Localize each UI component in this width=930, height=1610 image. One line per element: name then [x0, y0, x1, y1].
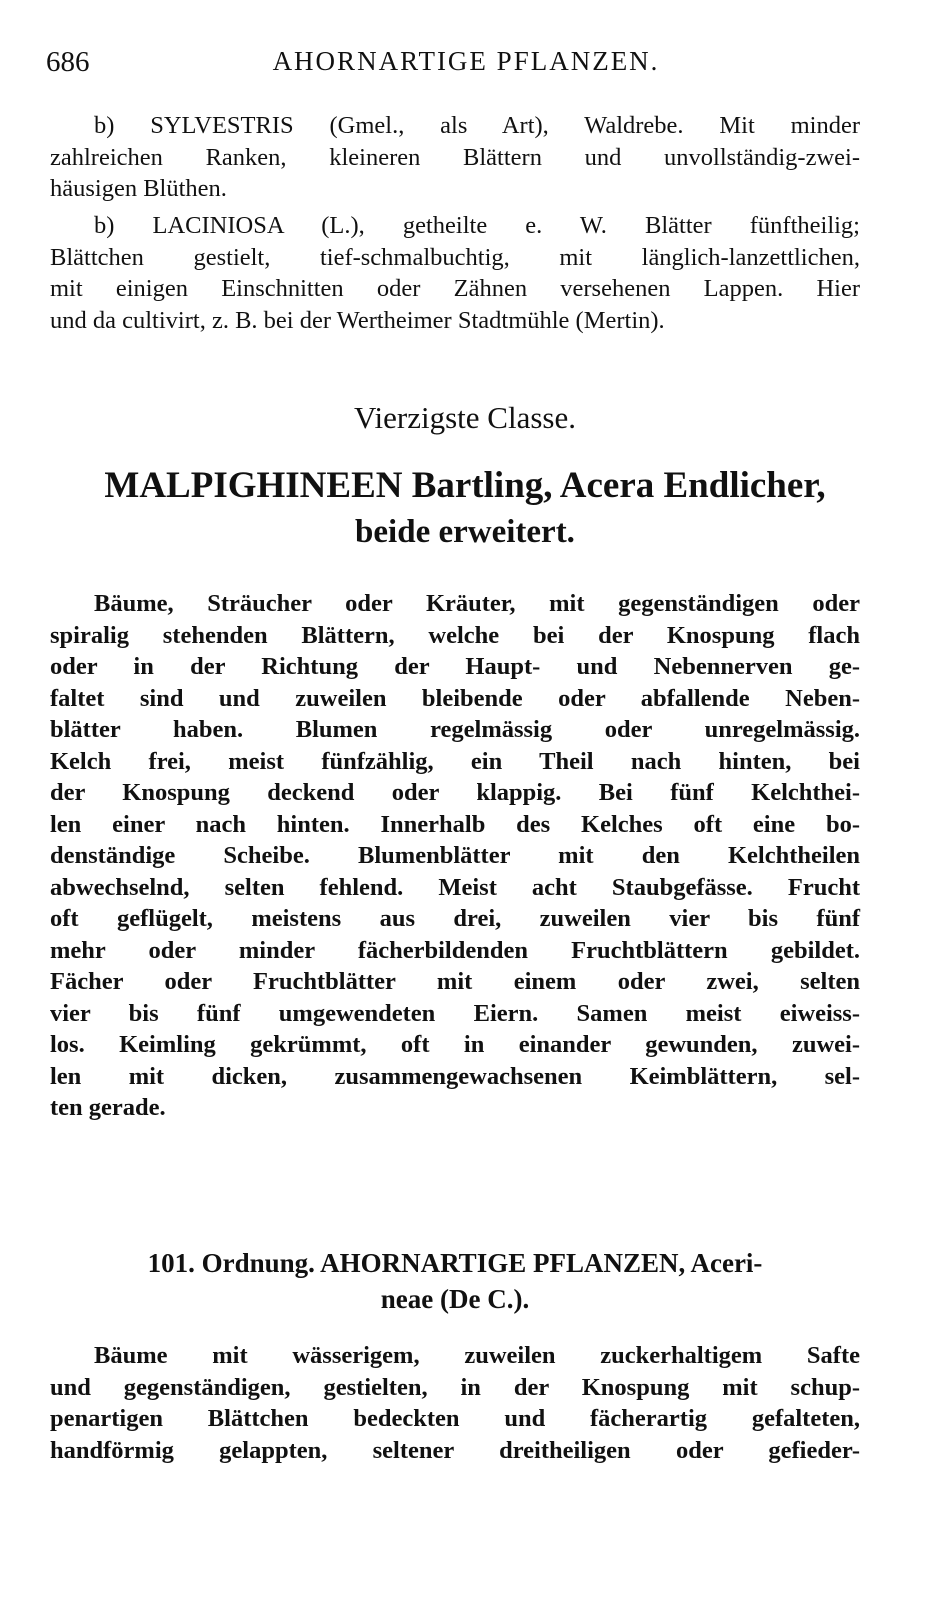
page-number: 686 [46, 46, 90, 78]
order-heading-line1: 101. Ordnung. AHORNARTIGE PFLANZEN, Aceri- [147, 1248, 763, 1278]
text-line: und gegenständigen, gestielten, in der Knospung mit schup- [50, 1373, 860, 1401]
text-line: faltet sind und zuweilen bleibende oder abfallende Neben- [50, 684, 860, 712]
text-line: Fächer oder Fruchtblätter mit einem oder zwei, selten [50, 968, 860, 995]
text-line: len einer nach hinten. Innerhalb des Kelches oft eine bo- [50, 810, 860, 838]
family-heading [0, 463, 930, 555]
text-line: ten gerade. [50, 1094, 166, 1121]
family-heading-line2: beide erweitert. [355, 514, 575, 550]
class-description [50, 588, 860, 1124]
text-line: oder in der Richtung der Haupt- und Nebennerven ge- [50, 653, 860, 680]
text-line: b) LACINIOSA (L.), getheilte e. W. Blätter fünftheilig; [94, 212, 860, 239]
text-line: spiralig stehenden Blättern, welche bei der Knospung flach [50, 621, 860, 649]
family-heading-line1: MALPIGHINEEN Bartling, Acera Endlicher, [104, 465, 826, 506]
text-line: mit einigen Einschnitten oder Zähnen versehenen Lappen. Hier [50, 275, 860, 302]
class-heading: Vierzigste Classe. [354, 400, 576, 435]
text-line: handförmig gelappten, seltener dreitheiligen oder gefieder- [50, 1436, 860, 1464]
order-heading [50, 1245, 860, 1317]
text-line: blätter haben. Blumen regelmässig oder unregelmässig. [50, 716, 860, 743]
text-line: denständige Scheibe. Blumenblätter mit den Kelchtheilen [50, 842, 860, 869]
text-line: b) SYLVESTRIS (Gmel., als Art), Waldrebe. Mit minder [94, 112, 860, 139]
order-description [50, 1340, 860, 1466]
text-line: oft geflügelt, meistens aus drei, zuweilen vier bis fünf [50, 905, 860, 932]
text-line: len mit dicken, zusammengewachsenen Keimblättern, sel- [50, 1062, 860, 1090]
text-line: zahlreichen Ranken, kleineren Blättern und unvollständig-zwei- [50, 143, 860, 171]
text-line: und da cultivirt, z. B. bei der Wertheimer Stadtmühle (Mertin). [50, 306, 665, 334]
text-line: mehr oder minder fächerbildenden Fruchtblättern gebildet. [50, 936, 860, 964]
text-line: Blättchen gestielt, tief-schmalbuchtig, mit länglich-lanzettlichen, [50, 243, 860, 271]
page-header [46, 46, 886, 86]
text-line: penartigen Blättchen bedeckten und fächerartig gefalteten, [50, 1405, 860, 1432]
text-line: Kelch frei, meist fünfzählig, ein Theil nach hinten, bei [50, 747, 860, 775]
running-title: AHORNARTIGE PFLANZEN. [272, 46, 660, 76]
order-heading-line2: neae (De C.). [380, 1284, 530, 1314]
text-line: abwechselnd, selten fehlend. Meist acht Staubgefässe. Frucht [50, 873, 860, 901]
entry-sylvestris [50, 110, 860, 205]
text-line: der Knospung deckend oder klappig. Bei fünf Kelchthei- [50, 779, 860, 806]
text-line: Bäume mit wässerigem, zuweilen zuckerhaltigem Safte [94, 1342, 860, 1369]
text-line: los. Keimling gekrümmt, oft in einander gewunden, zuwei- [50, 1031, 860, 1058]
text-line: vier bis fünf umgewendeten Eiern. Samen meist eiweiss- [50, 999, 860, 1027]
entry-laciniosa [50, 210, 860, 336]
text-line: Bäume, Sträucher oder Kräuter, mit gegenständigen oder [94, 590, 860, 617]
text-line: häusigen Blüthen. [50, 175, 227, 202]
